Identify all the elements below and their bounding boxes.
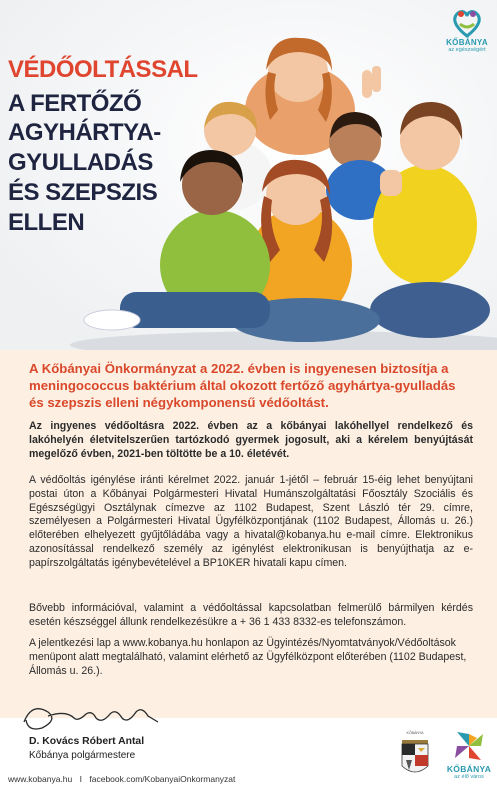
headline-line-2: A FERTŐZŐ — [8, 90, 142, 117]
lead-paragraph: A Kőbányai Önkormányzat a 2022. évben is ingyenesen biztosítja a meningococcus baktérium által okozott fertőző agyhártya-gyulladás és szepszis elleni négykomponensű védőoltást. — [29, 361, 456, 410]
kobanya-health-logo — [440, 8, 494, 53]
kobanya-city-logo — [442, 728, 496, 780]
mayor-signature — [18, 692, 168, 736]
hero-section — [0, 0, 497, 350]
info-panel — [0, 350, 497, 718]
logo-tagline: az egészségért — [448, 47, 486, 53]
headline-line-4: GYULLADÁS — [8, 149, 153, 176]
pinwheel-icon — [449, 728, 489, 764]
headline-line-6: ELLEN — [8, 209, 85, 236]
footer-separator: I — [79, 774, 83, 784]
signer-title: Kőbánya polgármestere — [29, 750, 136, 761]
logo-wordmark: KŐBÁNYA — [446, 38, 488, 47]
eligibility-paragraph: Az ingyenes védőoltásra 2022. évben az a kőbányai lakóhellyel rendelkező és lakóhelyén életvitelszerűen tartózkodó gyermek jogosult, aki a kérelem benyújtását megelőző évben, 2021-ben töltötte be a 10. életévét. — [29, 420, 473, 460]
logo-tagline: az élő város — [454, 774, 484, 780]
headline-line-5: ÉS SZEPSZIS — [8, 179, 158, 206]
website-link[interactable]: www.kobanya.hu — [8, 774, 73, 784]
facebook-link[interactable]: facebook.com/KobanyaiOnkormanyzat — [89, 774, 236, 784]
crest-label: KŐBÁNYA — [406, 731, 424, 735]
heart-figures-icon — [450, 8, 484, 38]
footer-links — [8, 774, 235, 784]
headline-line-1: VÉDŐOLTÁSSAL — [8, 56, 198, 83]
application-paragraph: A védőoltás igénylése iránti kérelmet 2022. január 1-jétől – február 15-éig lehet benyújtani postai úton a Kőbányai Polgármesteri Hivatal Humánszolgáltatási Főosztály Szociális és Egészségügyi Osztálynak címezve az 1102 Budapest, Szent László tér 29. címre, személyesen a Polgármesteri Hivatal Ügyfélközpontjának (1102 Budapest, Állomás u. 26.) előterében elhelyezett gyűjtőládába vagy a hivatal@kobanya.hu e-mail címre. Elektronikus azonosítással rendelkező személy az igénylést elektronikusan is benyújthatja az e-papírszolgáltatás igénybevételével a BP10KER hivatali kapu címen. — [29, 474, 473, 569]
contact-paragraph: Bővebb információval, valamint a védőoltással kapcsolatban felmerülő bármilyen kérdés esetén készséggel állunk rendelkezésükre a + 36 1 433 8332-es telefonszámon. — [29, 602, 473, 628]
coat-of-arms-icon — [398, 730, 432, 780]
signer-name: D. Kovács Róbert Antal — [29, 736, 145, 747]
headline-line-3: AGYHÁRTYA- — [8, 119, 161, 146]
form-location-paragraph: A jelentkezési lap a www.kobanya.hu honlapon az Ügyintézés/Nyomtatványok/Védőoltások menüpont alatt megtalálható, valamint elérhető az Ügyfélközpont előterében (1102 Budapest, Állomás u. 26.). — [29, 637, 467, 677]
logo-wordmark: KŐBÁNYA — [446, 764, 492, 774]
